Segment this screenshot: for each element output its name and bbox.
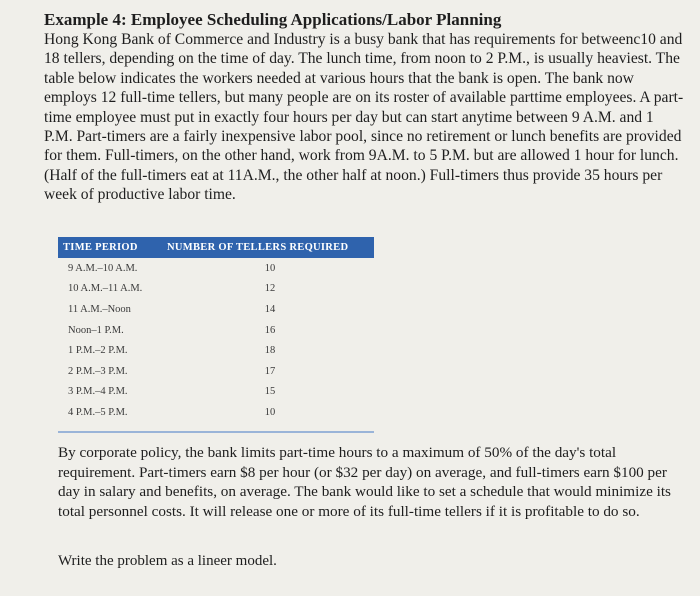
table-row <box>58 258 374 279</box>
tellers-table <box>58 237 374 433</box>
intro-paragraph: Hong Kong Bank of Commerce and Industry is a busy bank that has requirements for betweenc10 and 18 tellers, depending on the time of day. The lunch time, from noon to 2 P.M., is usually heaviest. The table below indicates the workers needed at various hours that the bank is open. The bank now employs 12 full-time tellers, but many people are on its roster of available parttime employees. A part-time employee must put in exactly four hours per day but can start anytime between 9 A.M. and 1 P.M. Part-timers are a fairly inexpensive labor pool, since no retirement or lunch benefits are provided for them. Full-timers, on the other hand, work from 9A.M. to 5 P.M. but are allowed 1 hour for lunch. (Half of the full-timers eat at 11A.M., the other half at noon.) Full-timers thus provide 35 hours per week of productive labor time. <box>44 31 684 204</box>
tellers-cell: 15 <box>264 386 276 398</box>
tellers-cell: 12 <box>264 283 276 295</box>
period-cell: 4 P.M.–5 P.M. <box>68 406 128 418</box>
table-row <box>58 340 374 361</box>
table-row <box>58 382 374 403</box>
tellers-cell: 10 <box>264 406 276 418</box>
policy-section <box>58 443 678 521</box>
period-cell: 9 A.M.–10 A.M. <box>68 262 138 274</box>
period-cell: 1 P.M.–2 P.M. <box>68 345 128 357</box>
table-header <box>58 237 374 258</box>
tellers-cell: 16 <box>264 324 276 336</box>
question-text: Write the problem as a lineer model. <box>58 553 277 569</box>
period-cell: 10 A.M.–11 A.M. <box>68 283 143 295</box>
policy-paragraph: By corporate policy, the bank limits part-time hours to a maximum of 50% of the day's total requirement. Part-timers earn $8 per hour (or $32 per day) on average, and full-timers earn $100 per day in salary and benefits, on average. The bank would like to set a schedule that would minimize its total personnel costs. It will release one or more of its full-time tellers if it is profitable to do so. <box>58 444 671 520</box>
table-row <box>58 361 374 382</box>
header-tellers-required: NUMBER OF TELLERS REQUIRED <box>167 242 349 253</box>
tellers-cell: 10 <box>264 262 276 274</box>
table-row <box>58 320 374 341</box>
table-row <box>58 402 374 423</box>
table-bottom-rule <box>58 431 374 433</box>
tellers-cell: 14 <box>264 303 276 315</box>
table-row <box>58 279 374 300</box>
table-row <box>58 299 374 320</box>
problem-text <box>44 10 684 205</box>
period-cell: 11 A.M.–Noon <box>68 303 131 315</box>
period-cell: Noon–1 P.M. <box>68 324 124 336</box>
header-time-period: TIME PERIOD <box>63 242 138 253</box>
period-cell: 3 P.M.–4 P.M. <box>68 386 128 398</box>
example-heading: Example 4: Employee Scheduling Applications/Labor Planning <box>44 10 502 29</box>
tellers-cell: 18 <box>264 345 276 357</box>
tellers-cell: 17 <box>264 365 276 377</box>
period-cell: 2 P.M.–3 P.M. <box>68 365 128 377</box>
